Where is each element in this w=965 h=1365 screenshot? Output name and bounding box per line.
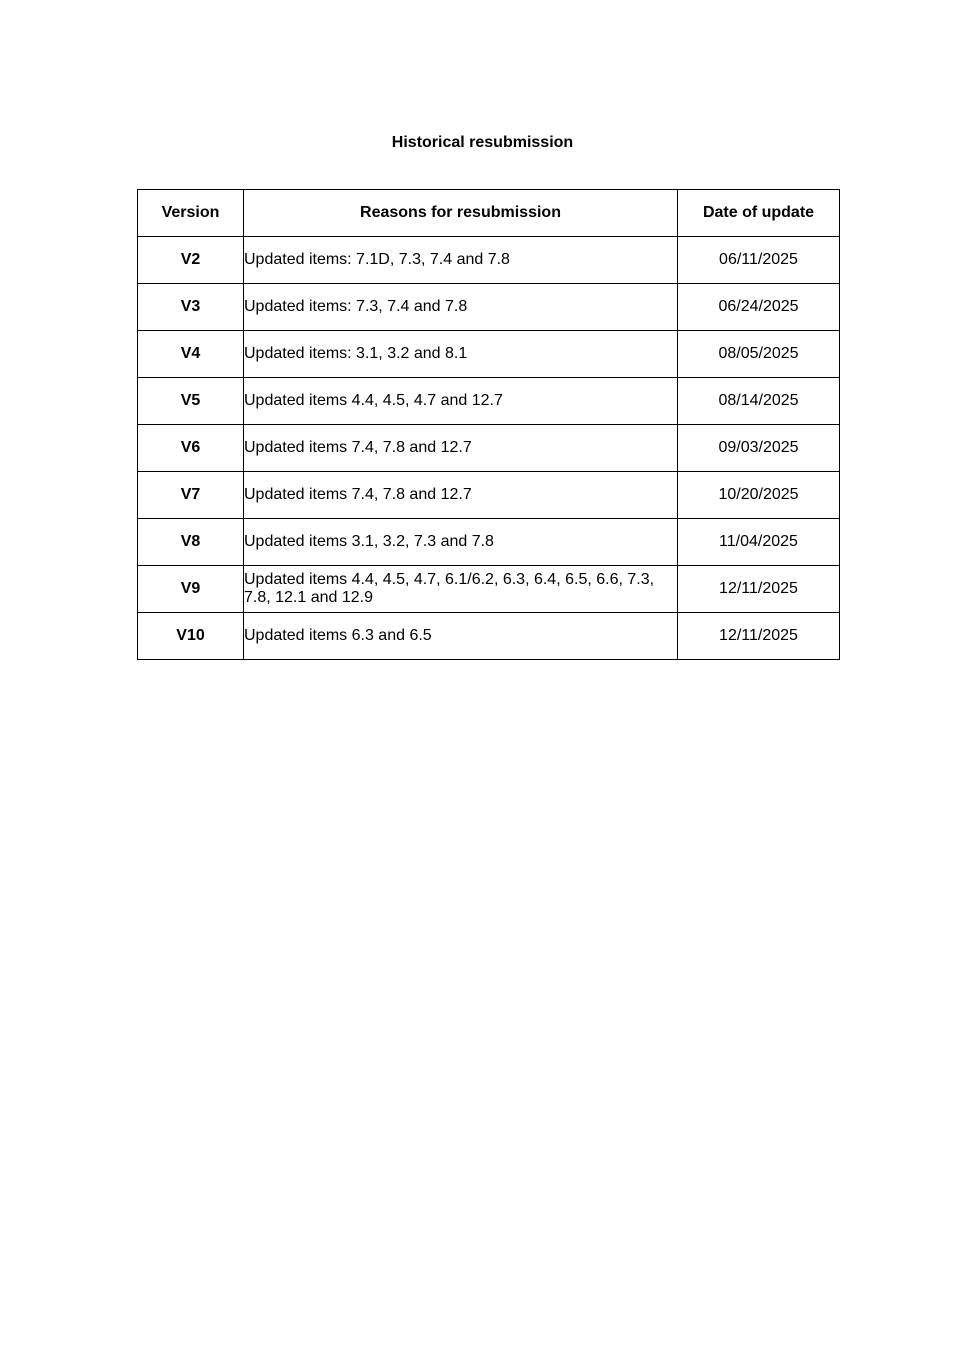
header-version: Version bbox=[138, 190, 244, 237]
table-row bbox=[138, 519, 840, 566]
cell-date: 10/20/2025 bbox=[678, 472, 840, 519]
table-row bbox=[138, 472, 840, 519]
cell-reason: Updated items: 7.1D, 7.3, 7.4 and 7.8 bbox=[244, 237, 678, 284]
table-row bbox=[138, 425, 840, 472]
cell-version: V9 bbox=[138, 566, 244, 613]
cell-reason: Updated items: 7.3, 7.4 and 7.8 bbox=[244, 284, 678, 331]
cell-date: 06/24/2025 bbox=[678, 284, 840, 331]
document-title: Historical resubmission bbox=[391, 134, 574, 151]
table-row bbox=[138, 378, 840, 425]
cell-version: V4 bbox=[138, 331, 244, 378]
cell-reason: Updated items: 3.1, 3.2 and 8.1 bbox=[244, 331, 678, 378]
table-row bbox=[138, 566, 840, 613]
cell-date: 08/14/2025 bbox=[678, 378, 840, 425]
cell-reason: Updated items 6.3 and 6.5 bbox=[244, 613, 678, 660]
table-row bbox=[138, 331, 840, 378]
cell-date: 12/11/2025 bbox=[678, 613, 840, 660]
cell-reason: Updated items 4.4, 4.5, 4.7, 6.1/6.2, 6.3, 6.4, 6.5, 6.6, 7.3, 7.8, 12.1 and 12.9 bbox=[244, 566, 678, 613]
cell-reason: Updated items 4.4, 4.5, 4.7 and 12.7 bbox=[244, 378, 678, 425]
cell-version: V6 bbox=[138, 425, 244, 472]
cell-date: 09/03/2025 bbox=[678, 425, 840, 472]
cell-date: 08/05/2025 bbox=[678, 331, 840, 378]
header-date: Date of update bbox=[678, 190, 840, 237]
cell-version: V7 bbox=[138, 472, 244, 519]
cell-version: V2 bbox=[138, 237, 244, 284]
table-row bbox=[138, 613, 840, 660]
cell-date: 06/11/2025 bbox=[678, 237, 840, 284]
cell-version: V3 bbox=[138, 284, 244, 331]
cell-version: V5 bbox=[138, 378, 244, 425]
resubmission-table bbox=[137, 189, 840, 660]
header-reason: Reasons for resubmission bbox=[244, 190, 678, 237]
cell-reason: Updated items 7.4, 7.8 and 12.7 bbox=[244, 472, 678, 519]
table-row bbox=[138, 284, 840, 331]
cell-version: V8 bbox=[138, 519, 244, 566]
cell-date: 12/11/2025 bbox=[678, 566, 840, 613]
table-header-row bbox=[138, 190, 840, 237]
cell-version: V10 bbox=[138, 613, 244, 660]
cell-date: 11/04/2025 bbox=[678, 519, 840, 566]
table-row bbox=[138, 237, 840, 284]
cell-reason: Updated items 3.1, 3.2, 7.3 and 7.8 bbox=[244, 519, 678, 566]
cell-reason: Updated items 7.4, 7.8 and 12.7 bbox=[244, 425, 678, 472]
